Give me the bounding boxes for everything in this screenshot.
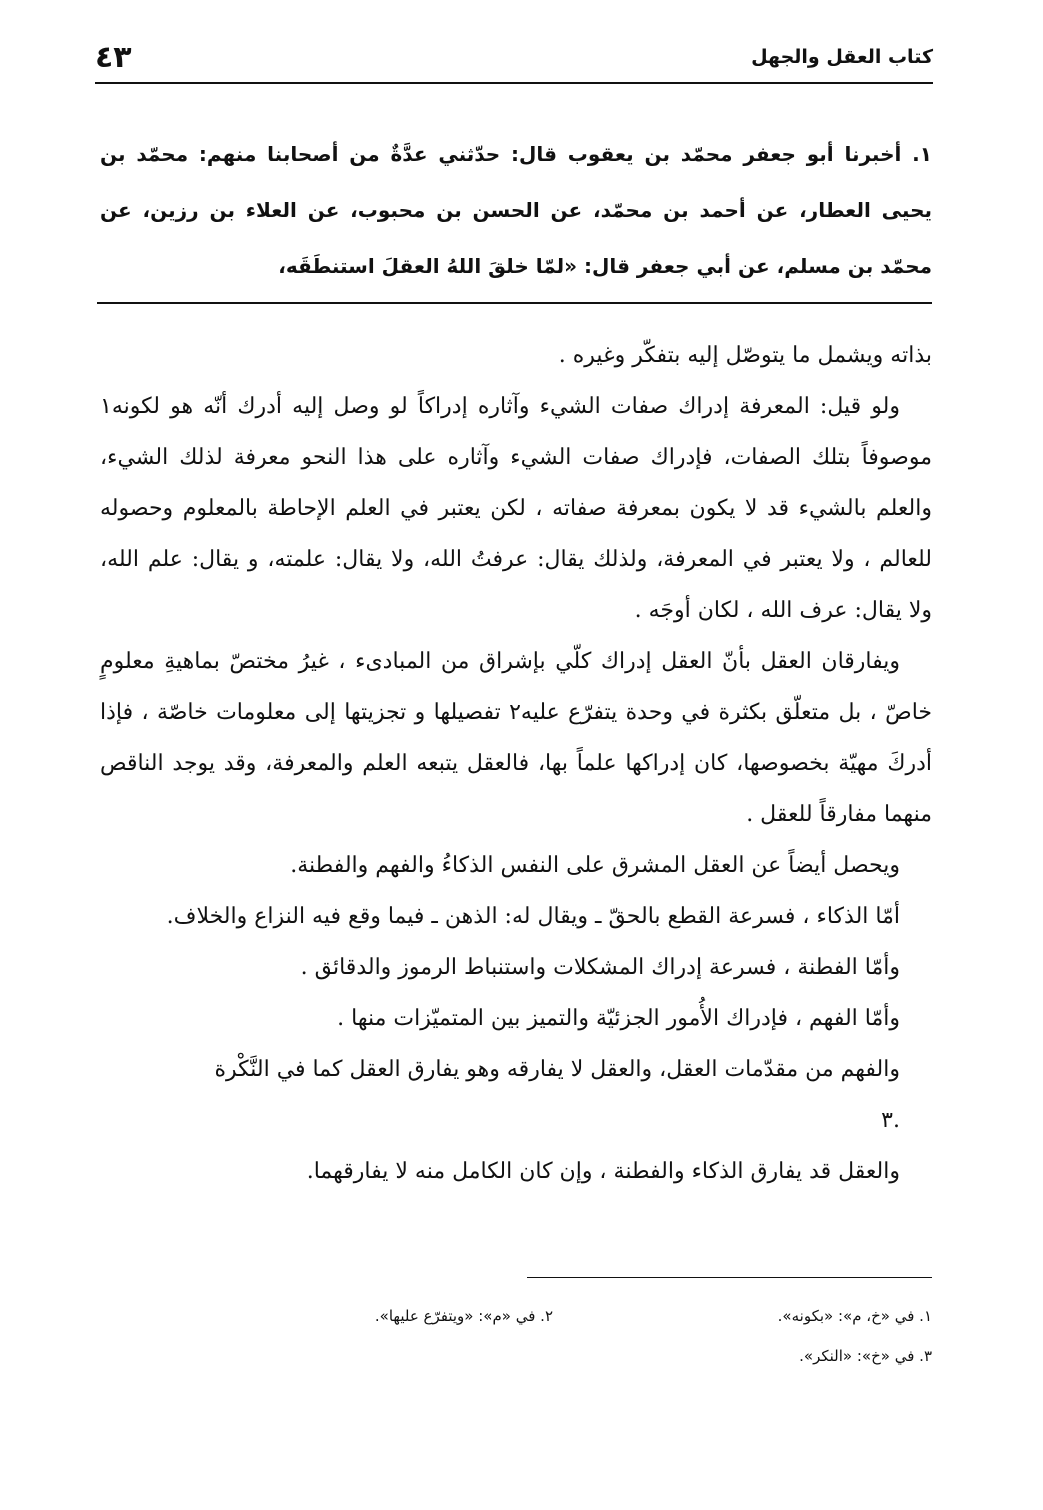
- footnote-2: ٢. في «م»: «ويتفرّع عليها».: [374, 1307, 553, 1325]
- running-header: [95, 40, 933, 84]
- commentary-body: [100, 330, 932, 1197]
- footnote-divider: [527, 1277, 932, 1278]
- hadith-text: ١. أخبرنا أبو جعفر محمّد بن يعقوب قال: حدّثني عدَّةٌ من أصحابنا منهم: محمّد بن يحيى العطار، عن أحمد بن محمّد، عن الحسن بن محبوب، عن العلاء بن رزين، عن محمّد بن مسلم، عن أبي جعفر قال: «لمّا خلقَ اللهُ العقلَ استنطَقَه،: [100, 142, 932, 278]
- commentary-paragraph: بذاته ويشمل ما يتوصّل إليه بتفكّر وغيره .: [558, 343, 932, 368]
- running-title: كتاب العقل والجهل: [751, 46, 933, 68]
- commentary-paragraph: ولو قيل: المعرفة إدراك صفات الشيء وآثاره إدراكاً لو وصل إليه أدرك أنّه هو لكونه١ موصوفاً بتلك الصفات، فإدراك صفات الشيء وآثاره على هذا النحو معرفة لذلك الشيء، والعلم بالشيء قد لا يكون بمعرفة صفاته ، لكن يعتبر في العلم الإحاطة بالمعلوم وحصوله للعالم ، ولا يعتبر في المعرفة، ولذلك يقال: عرفتُ الله، ولا يقال: علمته، و يقال: علم الله، ولا يقال: عرف الله ، لكان أوجَه .: [100, 394, 932, 623]
- commentary-paragraph: وأمّا الفهم ، فإدراك الأُمور الجزئيّة والتميز بين المتميّزات منها .: [337, 1006, 900, 1031]
- section-divider: [97, 302, 932, 304]
- commentary-paragraph: وأمّا الفطنة ، فسرعة إدراك المشكلات واستنباط الرموز والدقائق .: [300, 955, 900, 980]
- footnote-3: ٣. في «خ»: «النكر».: [799, 1347, 932, 1365]
- commentary-paragraph: أمّا الذكاء ، فسرعة القطع بالحقّ ـ ويقال له: الذهن ـ فيما وقع فيه النزاع والخلاف.: [166, 904, 900, 929]
- commentary-paragraph: والعقل قد يفارق الذكاء والفطنة ، وإن كان الكامل منه لا يفارقهما.: [306, 1159, 900, 1184]
- footnote-1: ١. في «خ، م»: «بكونه».: [777, 1307, 932, 1325]
- commentary-paragraph: ويحصل أيضاً عن العقل المشرق على النفس الذكاءُ والفهم والفطنة.: [290, 853, 900, 878]
- commentary-paragraph: والفهم من مقدّمات العقل، والعقل لا يفارقه وهو يفارق العقل كما في النَّكْرة .٣: [214, 1057, 900, 1133]
- commentary-paragraph: ويفارقان العقل بأنّ العقل إدراك كلّي بإشراق من المبادىء ، غيرُ مختصّ بماهيةِ معلومٍ خاصّ ، بل متعلّق بكثرة في وحدة يتفرّع عليه٢ تفصيلها و تجزيتها إلى معلومات خاصّة ، فإذا أدركَ مهيّة بخصوصها، كان إدراكها علماً بها، فالعقل يتبعه العلم والمعرفة، وقد يوجد الناقص منهما مفارقاً للعقل .: [100, 649, 932, 827]
- page-number: ٤٣: [95, 40, 132, 75]
